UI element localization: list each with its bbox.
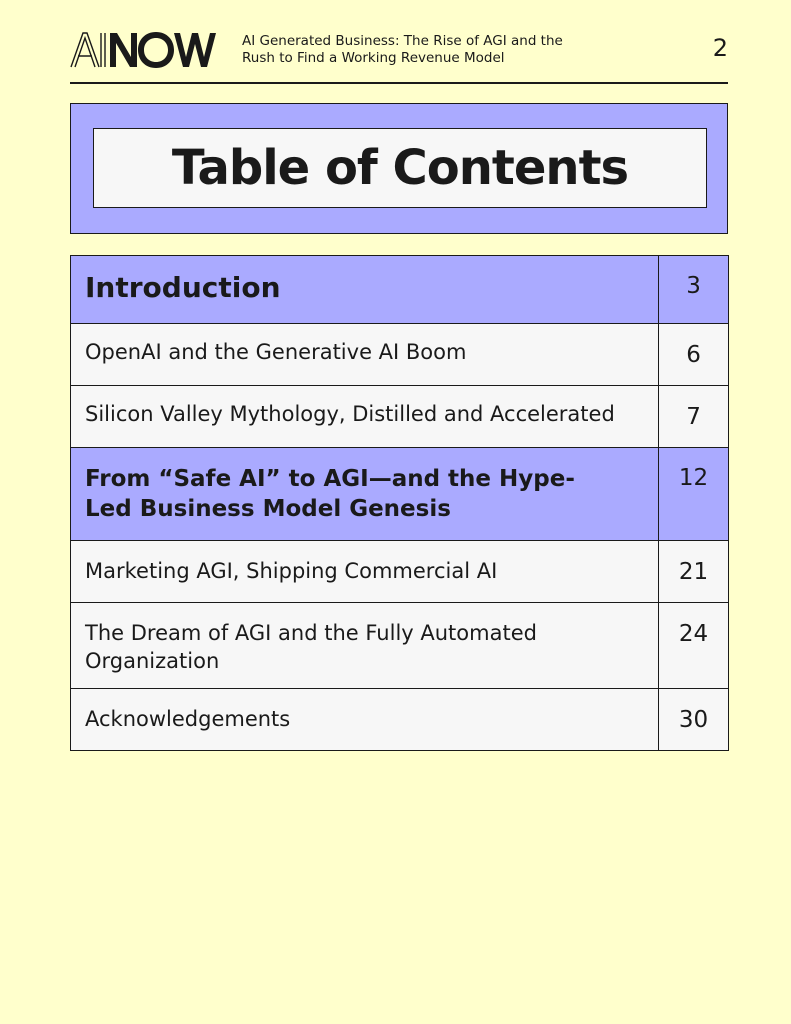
toc-entry-label: The Dream of AGI and the Fully Automated Organization (71, 603, 659, 689)
toc-entry-page: 30 (659, 689, 729, 751)
document-title: AI Generated Business: The Rise of AGI and the Rush to Find a Working Revenue Model (242, 33, 563, 66)
toc-entry[interactable] (71, 603, 729, 689)
ainow-logo (70, 32, 220, 68)
toc-entry[interactable] (71, 541, 729, 603)
toc-entry-label: Silicon Valley Mythology, Distilled and Accelerated (71, 386, 659, 448)
toc-entry-page: 7 (659, 386, 729, 448)
toc-entry[interactable] (71, 256, 729, 324)
toc-title-box (93, 128, 707, 208)
toc-entry-page: 3 (659, 256, 729, 324)
toc-entry-page: 12 (659, 448, 729, 541)
page-header (70, 28, 728, 84)
toc-entry-page: 6 (659, 324, 729, 386)
toc-entry-page: 24 (659, 603, 729, 689)
toc-entry[interactable] (71, 689, 729, 751)
toc-table (70, 255, 729, 751)
toc-title: Table of Contents (171, 140, 629, 196)
toc-entry[interactable] (71, 386, 729, 448)
toc-entry-label: From “Safe AI” to AGI—and the Hype-Led Business Model Genesis (71, 448, 659, 541)
toc-entry[interactable] (71, 324, 729, 386)
page-number: 2 (712, 34, 728, 62)
toc-entry[interactable] (71, 448, 729, 541)
toc-entry-label: OpenAI and the Generative AI Boom (71, 324, 659, 386)
toc-entry-label: Introduction (71, 256, 659, 324)
toc-entry-page: 21 (659, 541, 729, 603)
toc-banner (70, 103, 728, 234)
toc-entry-label: Acknowledgements (71, 689, 659, 751)
toc-entry-label: Marketing AGI, Shipping Commercial AI (71, 541, 659, 603)
